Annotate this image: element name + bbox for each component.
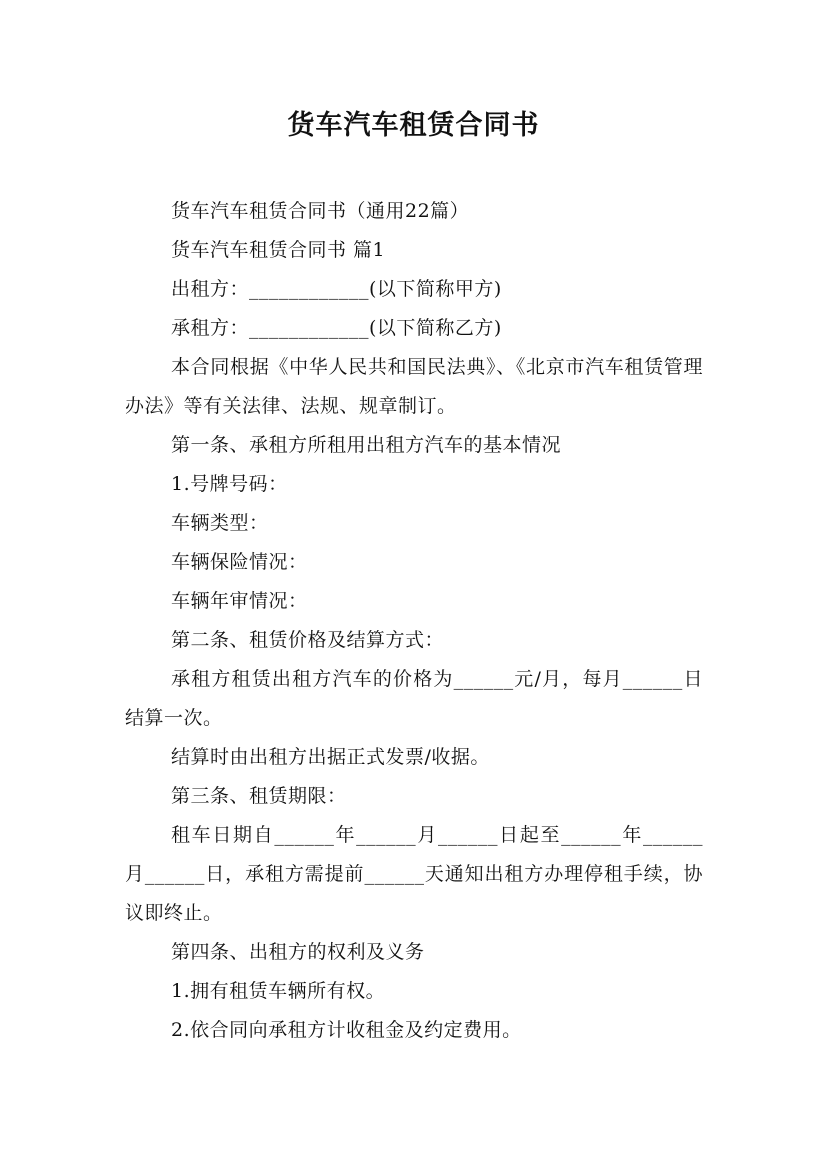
document-body (125, 192, 703, 1050)
paragraph-legal-basis: 本合同根据《中华人民共和国民法典》、《北京市汽车租赁管理办法》等有关法律、法规、规章制订。 (125, 356, 703, 417)
paragraph-annual-inspection: 车辆年审情况： (171, 590, 308, 612)
paragraph-vehicle-insurance: 车辆保险情况： (171, 551, 308, 573)
paragraph-rental-period: 租车日期自______年______月______日起至______年______月______日，承租方需提前______天通知出租方办理停租手续，协议即终止。 (125, 824, 703, 924)
paragraph-vehicle-type: 车辆类型： (171, 512, 269, 534)
paragraph-article-heading: 货车汽车租赁合同书 篇1 (171, 239, 386, 261)
paragraph-lessor: 出租方：____________(以下简称甲方) (171, 278, 502, 300)
paragraph-clause-3-heading: 第三条、租赁期限： (171, 785, 347, 807)
paragraph-lessee: 承租方：____________(以下简称乙方) (171, 317, 502, 339)
paragraph-clause-1-heading: 第一条、承租方所租用出租方汽车的基本情况 (171, 434, 562, 456)
paragraph-clause-2-heading: 第二条、租赁价格及结算方式： (171, 629, 445, 651)
paragraph-plate-number: 1.号牌号码： (171, 473, 288, 495)
document-title: 货车汽车租赁合同书 (287, 110, 540, 141)
paragraph-clause-4-heading: 第四条、出租方的权利及义务 (171, 941, 425, 963)
paragraph-invoice: 结算时由出租方出据正式发票/收据。 (171, 746, 490, 768)
paragraph-collection-heading: 货车汽车租赁合同书（通用22篇） (171, 200, 470, 222)
paragraph-collect-rent: 2.依合同向承租方计收租金及约定费用。 (171, 1019, 522, 1041)
paragraph-ownership: 1.拥有租赁车辆所有权。 (171, 980, 386, 1002)
paragraph-rental-price: 承租方租赁出租方汽车的价格为______元/月，每月______日结算一次。 (125, 668, 703, 729)
